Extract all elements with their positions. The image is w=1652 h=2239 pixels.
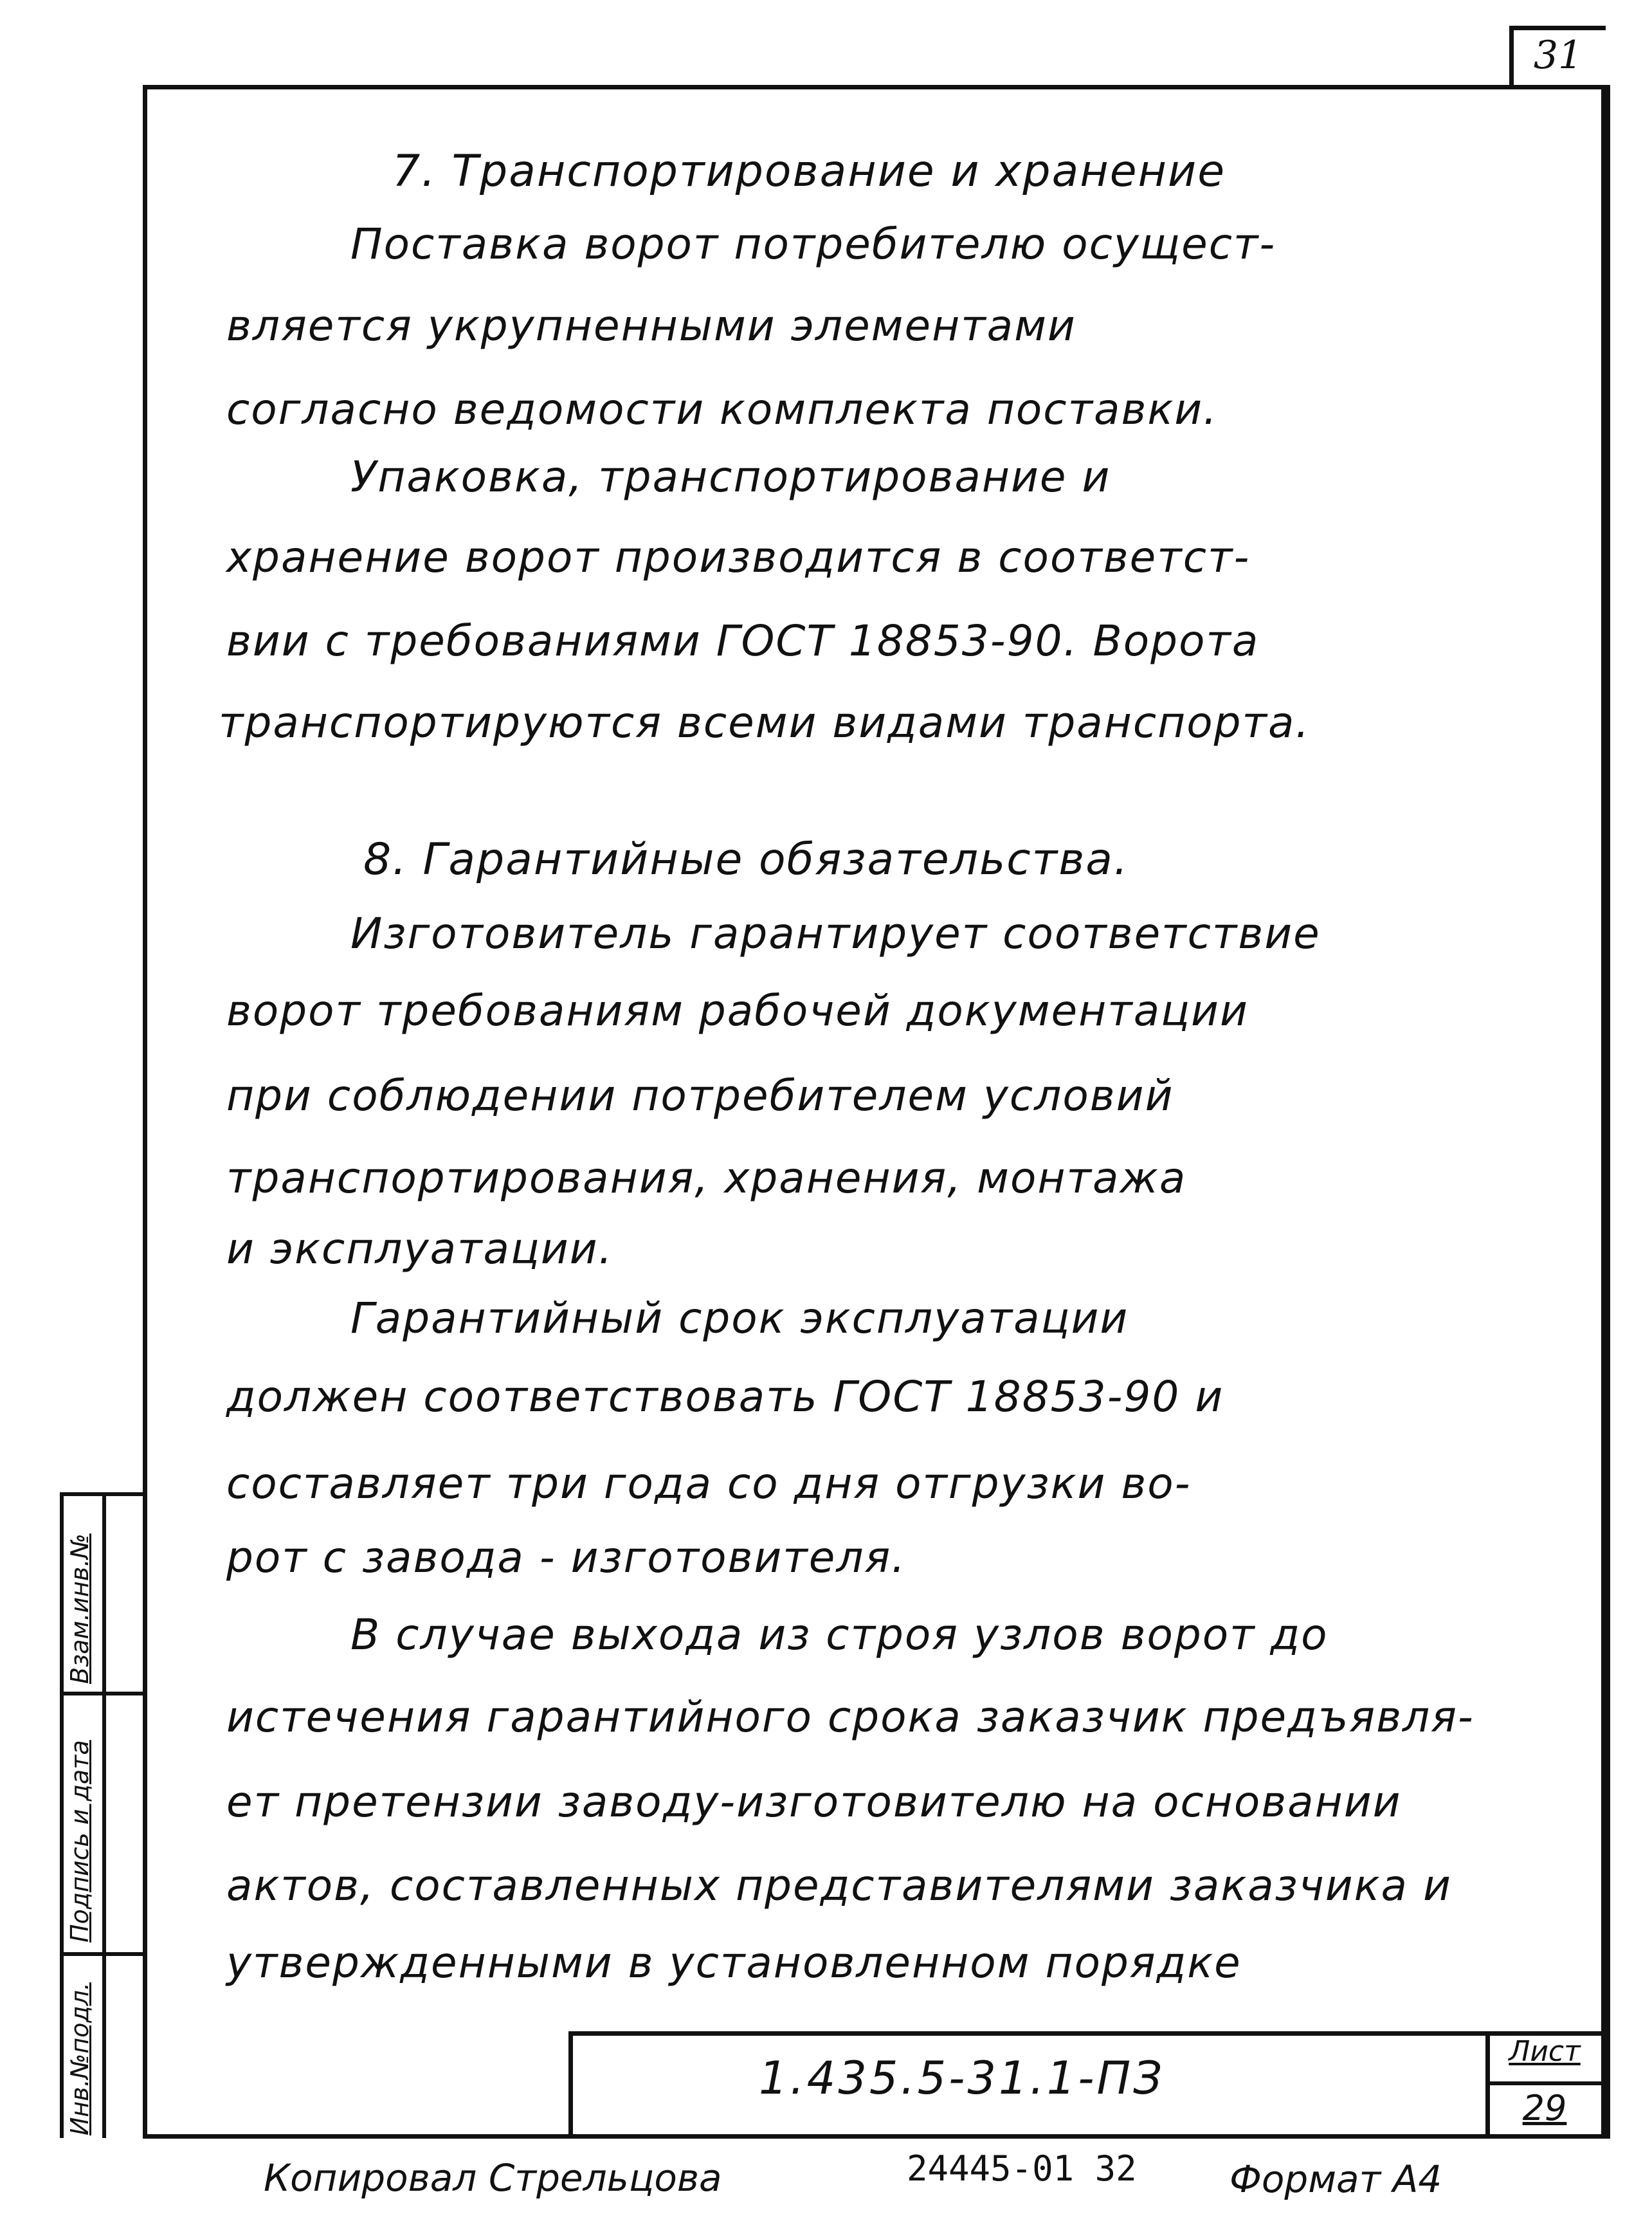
body-line: ворот требованиям рабочей документации [226, 986, 1249, 1036]
body-line: вии с требованиями ГОСТ 18853-90. Ворота [226, 616, 1260, 666]
body-line: утвержденными в установленном порядке [226, 1938, 1242, 1988]
body-line: вляется укрупненными элементами [226, 301, 1076, 351]
paper-format: Формат А4 [1230, 2157, 1442, 2201]
side-stamp-row-line [60, 1952, 143, 1956]
body-line: и эксплуатации. [226, 1224, 613, 1274]
body-line: при соблюдении потребителем условий [226, 1071, 1174, 1120]
side-label-inv-podl: Инв.№подл. [66, 1982, 94, 2135]
heading-transport: 7. Транспортирование и хранение [392, 146, 1226, 197]
body-line: Поставка ворот потребителю осущест- [350, 219, 1276, 269]
frame-right-line [1601, 85, 1606, 2139]
side-label-podpis-data: Подпись и дата [66, 1740, 94, 1942]
body-line: Гарантийный срок эксплуатации [350, 1293, 1129, 1343]
body-line: транспортирования, хранения, монтажа [226, 1153, 1187, 1203]
document-code: 1.435.5-31.1-ПЗ [759, 2052, 1165, 2105]
body-line: хранение ворот производится в соответст- [226, 533, 1251, 582]
title-block-midline [1485, 2081, 1601, 2085]
body-line: ет претензии заводу-изготовителю на основании [226, 1777, 1402, 1827]
side-stamp-divider [102, 1492, 106, 2138]
body-line: транспортируются всеми видами транспорта. [219, 698, 1311, 747]
body-line: актов, составленных представителями заказчика и [226, 1861, 1452, 1910]
sheet-label: Лист [1509, 2035, 1581, 2068]
side-stamp-row-line [60, 1692, 143, 1695]
body-line: истечения гарантийного срока заказчик предъявля- [226, 1692, 1475, 1742]
body-line: Изготовитель гарантирует соответствие [350, 909, 1321, 958]
copied-by: Копировал Стрельцова [264, 2156, 722, 2200]
page-number: 31 [1533, 33, 1583, 78]
side-label-vzam-inv: Взам.инв.№ [66, 1533, 94, 1684]
body-line: рот с завода - изготовителя. [226, 1533, 907, 1582]
heading-warranty: 8. Гарантийные обязательства. [363, 834, 1129, 885]
body-line: Упаковка, транспортирование и [350, 452, 1111, 502]
sheet-number: 29 [1522, 2088, 1567, 2128]
body-line: согласно ведомости комплекта поставки. [226, 385, 1219, 434]
body-line: должен соответствовать ГОСТ 18853-90 и [226, 1372, 1224, 1421]
order-number: 24445-01 32 [907, 2148, 1137, 2189]
body-line: В случае выхода из строя узлов ворот до [350, 1610, 1329, 1659]
body-line: составляет три года со дня отгрузки во- [226, 1459, 1192, 1508]
